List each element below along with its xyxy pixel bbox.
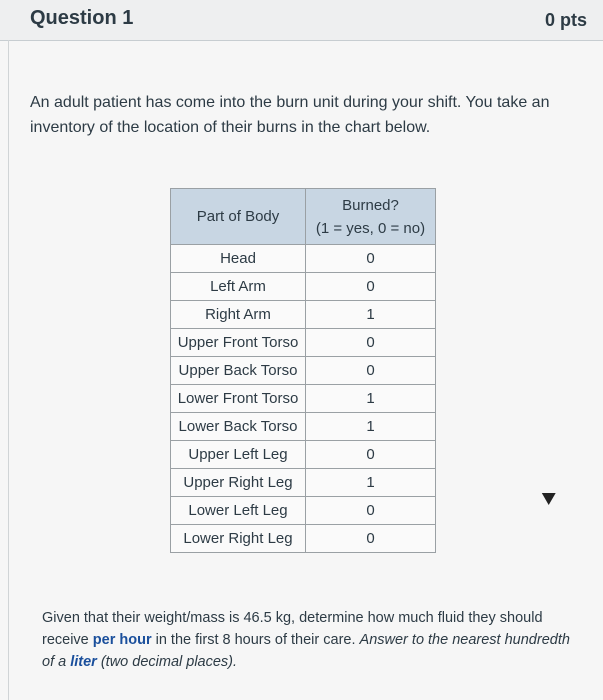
cell-body-part: Left Arm — [171, 273, 306, 301]
table-row — [171, 301, 436, 329]
table-row — [171, 413, 436, 441]
cell-body-part: Head — [171, 245, 306, 273]
prompt-text-1: Given that their weight/mass is 46.5 kg, determine how much fluid they should receive — [42, 610, 543, 648]
table-header-row — [171, 189, 436, 245]
table-row — [171, 497, 436, 525]
cell-burned-value: 0 — [306, 273, 436, 301]
cell-burned-value: 0 — [306, 329, 436, 357]
table-body — [171, 245, 436, 553]
burn-inventory-table — [170, 188, 436, 553]
cell-burned-value: 0 — [306, 441, 436, 469]
column-header-burned — [306, 189, 436, 245]
table-row — [171, 441, 436, 469]
prompt-emphasis: per hour — [92, 632, 152, 648]
table-row — [171, 525, 436, 553]
question-border — [8, 40, 9, 700]
table-row — [171, 273, 436, 301]
cell-body-part: Lower Left Leg — [171, 497, 306, 525]
table-row — [171, 469, 436, 497]
cell-body-part: Lower Front Torso — [171, 385, 306, 413]
cell-body-part: Lower Back Torso — [171, 413, 306, 441]
column-header-burned-line1: Burned? — [342, 196, 399, 214]
cell-body-part: Lower Right Leg — [171, 525, 306, 553]
question-title: Question 1 — [30, 7, 134, 29]
question-prompt — [42, 607, 582, 673]
cell-body-part: Right Arm — [171, 301, 306, 329]
mouse-pointer-icon — [538, 487, 555, 505]
cell-body-part: Upper Right Leg — [171, 469, 306, 497]
column-header-part: Part of Body — [171, 189, 306, 245]
question-header — [0, 0, 603, 41]
question-points: 0 pts — [544, 10, 587, 30]
cell-body-part: Upper Back Torso — [171, 357, 306, 385]
cell-burned-value: 1 — [306, 469, 436, 497]
cell-body-part: Upper Front Torso — [171, 329, 306, 357]
column-header-burned-line2: (1 = yes, 0 = no) — [315, 219, 426, 237]
cell-burned-value: 1 — [306, 301, 436, 329]
prompt-text-2: in the first 8 hours of their care. — [151, 632, 360, 648]
table-row — [171, 245, 436, 273]
table-row — [171, 357, 436, 385]
cell-burned-value: 1 — [306, 385, 436, 413]
cell-burned-value: 1 — [306, 413, 436, 441]
cell-burned-value: 0 — [306, 357, 436, 385]
cell-burned-value: 0 — [306, 245, 436, 273]
cell-burned-value: 0 — [306, 497, 436, 525]
prompt-italic-1: Answer to the nearest hundredth of a — [42, 632, 570, 670]
prompt-italic-emphasis: liter — [70, 654, 97, 670]
prompt-italic-2: (two decimal places). — [96, 654, 238, 670]
table-row — [171, 329, 436, 357]
question-intro: An adult patient has come into the burn unit during your shift. You take an inventory of the location of their burns in the chart below. — [30, 94, 550, 136]
table-row — [171, 385, 436, 413]
cell-body-part: Upper Left Leg — [171, 441, 306, 469]
cell-burned-value: 0 — [306, 525, 436, 553]
